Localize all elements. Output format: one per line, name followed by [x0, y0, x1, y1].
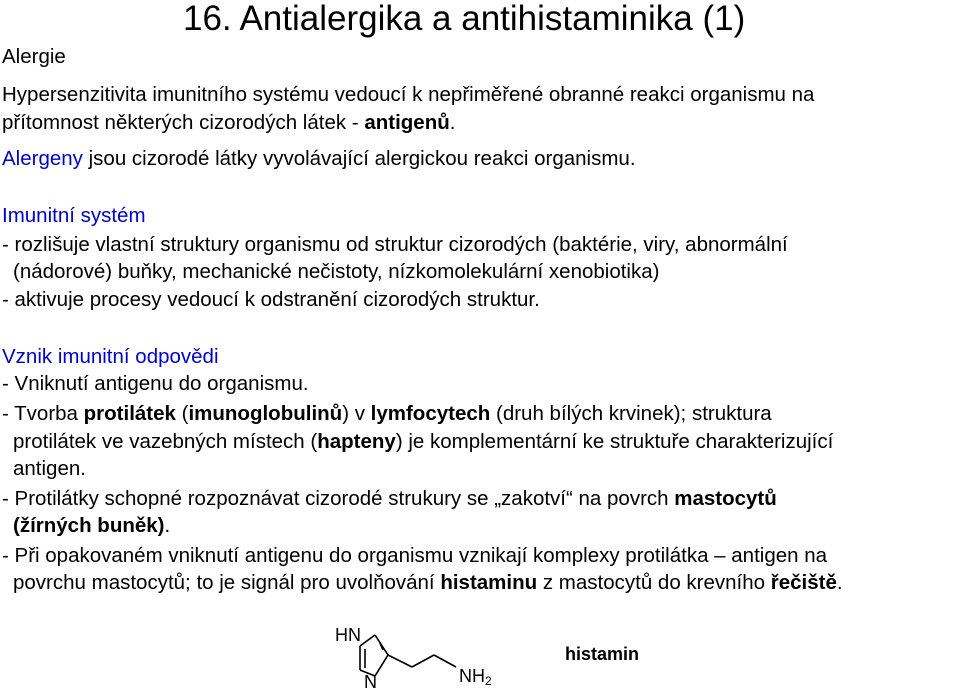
text-segment: povrchu mastocytů; to je signál pro uvolňování — [13, 571, 441, 594]
term-receiste: řečiště — [770, 571, 837, 594]
page-title: 16. Antialergika a antihistaminika (1) — [183, 0, 746, 38]
text-segment: ) v — [342, 402, 371, 425]
term-hapteny: hapteny — [317, 430, 396, 453]
section-heading-imunitni-system: Imunitní systém — [2, 204, 146, 227]
text-segment: ( — [175, 402, 189, 425]
vznik-line-4: antigen. — [13, 457, 86, 480]
vznik-line-2 — [2, 401, 772, 427]
text-segment: . — [836, 571, 843, 594]
term-antigenu: antigenů — [364, 111, 450, 134]
text-segment: (druh bílých krvinek); struktura — [490, 402, 772, 425]
term-alergeny: Alergeny — [2, 147, 83, 170]
term-imunoglobulinu: imunoglobulinů — [188, 402, 343, 425]
vznik-line-1: - Vniknutí antigenu do organismu. — [2, 372, 309, 395]
text-segment: - Protilátky schopné rozpoznávat cizorodé strukury se „zakotví“ na povrch — [2, 487, 675, 510]
alergie-line-3 — [2, 146, 636, 172]
term-zirnych-bunek: (žírných buněk) — [13, 514, 165, 537]
vznik-line-3 — [13, 429, 833, 455]
imunitni-line-1: - rozlišuje vlastní struktury organismu od struktur cizorodých (baktérie, viry, abnormální — [2, 233, 788, 256]
nh-text: NH — [459, 666, 485, 686]
alergie-line-1: Hypersenzitivita imunitního systému vedoucí k nepřiměřené obranné reakci organismu na — [2, 83, 815, 106]
section-heading-alergie: Alergie — [2, 45, 66, 68]
text-segment: ) je komplementární ke struktuře charakterizující — [395, 430, 834, 453]
molecule-label-nh2 — [459, 666, 492, 691]
vznik-line-6 — [13, 513, 170, 539]
text-segment: . — [449, 111, 456, 134]
imunitni-line-2: (nádorové) buňky, mechanické nečistoty, nízkomolekulární xenobiotika) — [13, 260, 660, 283]
text-segment: jsou cizorodé látky vyvolávající alergickou reakci organismu. — [82, 147, 636, 170]
text-segment: přítomnost některých cizorodých látek - — [2, 111, 365, 134]
term-histaminu: histaminu — [440, 571, 538, 594]
molecule-label-hn: HN — [335, 625, 361, 645]
imunitni-line-3: - aktivuje procesy vedoucí k odstranění cizorodých struktur. — [2, 288, 540, 311]
molecule-name: histamin — [565, 644, 640, 664]
subscript-2: 2 — [485, 674, 492, 688]
text-segment: protilátek ve vazebných místech ( — [13, 430, 318, 453]
text-segment: z mastocytů do krevního — [537, 571, 771, 594]
alergie-line-2 — [2, 110, 455, 136]
term-mastocytu: mastocytů — [674, 487, 777, 510]
vznik-line-8 — [13, 570, 843, 596]
text-segment: - Tvorba — [2, 402, 84, 425]
term-protilatek: protilátek — [83, 402, 176, 425]
vznik-line-7: - Při opakovaném vniknutí antigenu do organismu vznikají komplexy protilátka – antigen na — [2, 544, 828, 567]
vznik-line-5 — [2, 486, 777, 512]
text-segment: . — [164, 514, 171, 537]
section-heading-vznik-odpovedi: Vznik imunitní odpovědi — [2, 345, 219, 368]
term-lymfocytech: lymfocytech — [370, 402, 491, 425]
molecule-label-n: N — [364, 672, 377, 692]
